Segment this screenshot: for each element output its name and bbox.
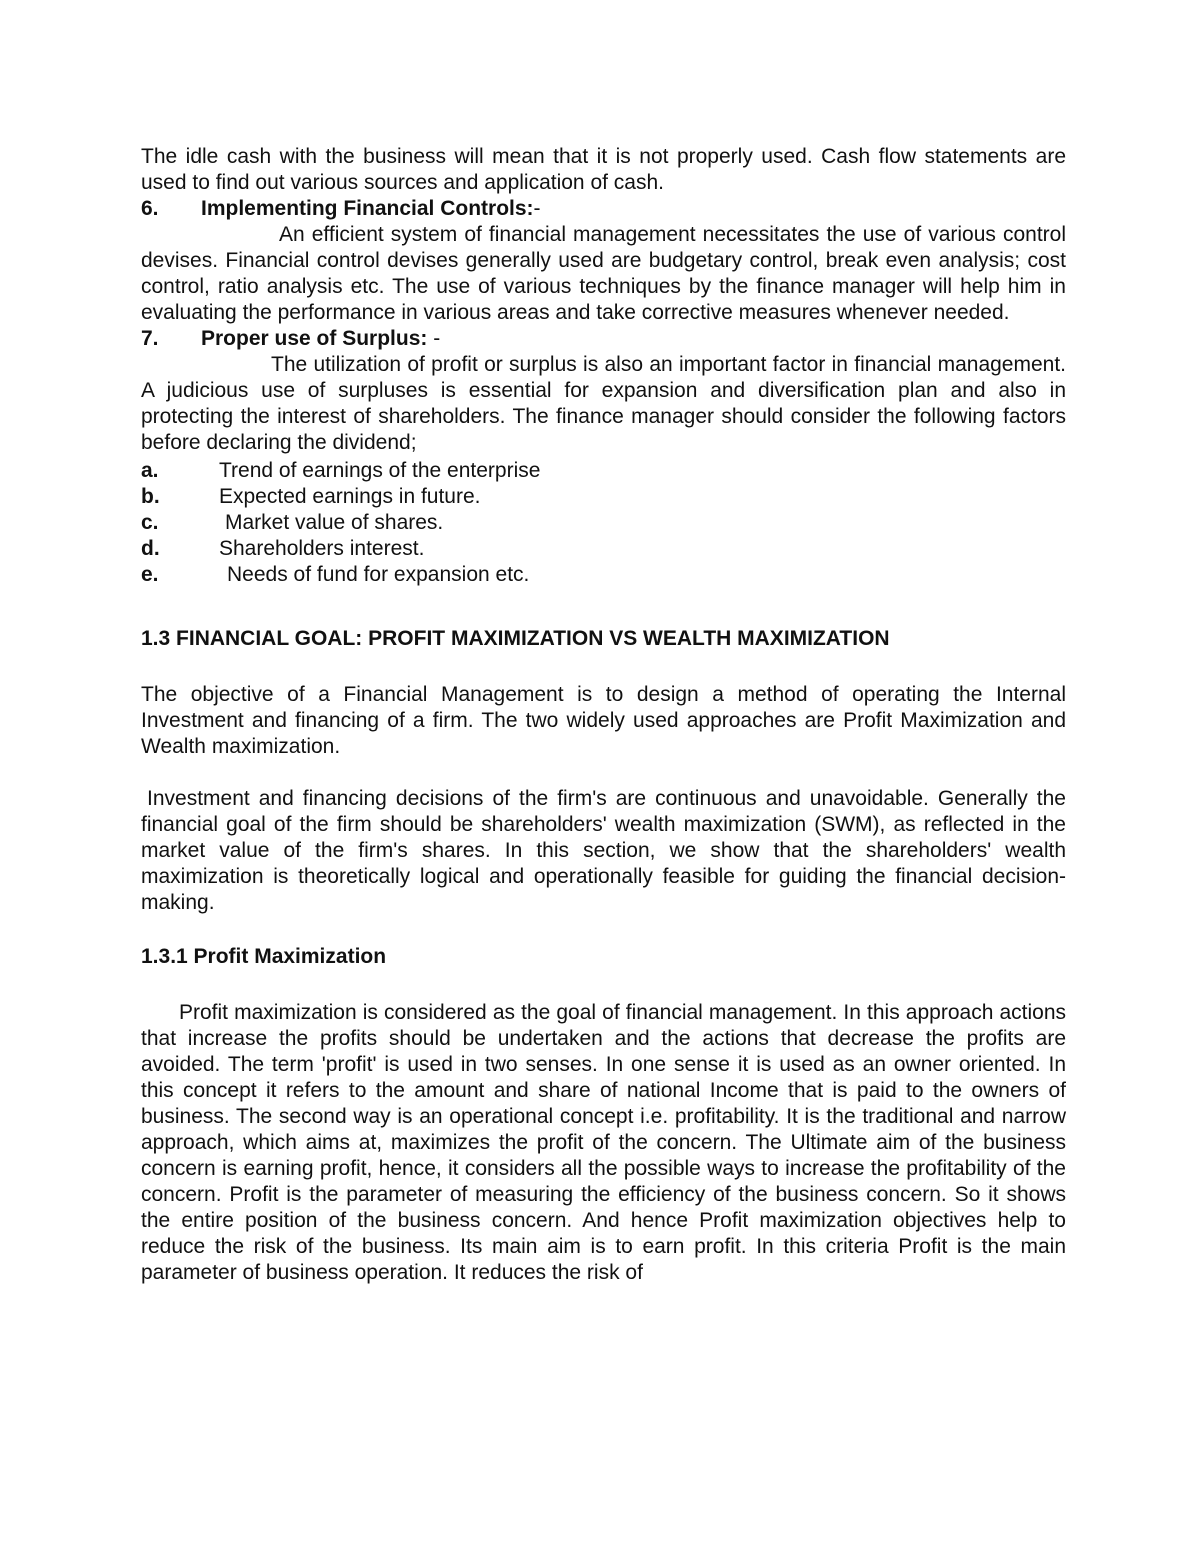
section-7-dash: -: [427, 327, 441, 350]
section-1-3-paragraph-1: The objective of a Financial Management is to design a method of operating the Internal Investment and financing of a firm. The two widely used approaches are Profit Maximization and Wealth maximization.: [141, 683, 1066, 758]
section-7-title: [201, 326, 440, 352]
list-item-text: Trend of earnings of the enterprise: [219, 459, 541, 482]
list-item-key: b.: [141, 485, 160, 508]
list-item-text: Market value of shares.: [225, 511, 444, 534]
intro-paragraph: The idle cash with the business will mean that it is not properly used. Cash flow statements are used to find out various sources and application of cash.: [141, 145, 1066, 194]
document-page: [141, 144, 1066, 1286]
list-item-key: a.: [141, 459, 159, 482]
section-1-3-1-heading: 1.3.1 Profit Maximization: [141, 945, 387, 968]
section-6-number: 6.: [141, 197, 159, 220]
list-item: [141, 536, 1066, 562]
list-item: [141, 458, 1066, 484]
section-1-3-heading: 1.3 FINANCIAL GOAL: PROFIT MAXIMIZATION VS WEALTH MAXIMIZATION: [141, 627, 890, 650]
list-item: [141, 510, 1066, 536]
list-item: [141, 484, 1066, 510]
section-7-title-text: Proper use of Surplus:: [201, 327, 428, 350]
section-6-dash: -: [533, 197, 541, 220]
section-6-heading: [141, 196, 1066, 222]
section-1-3-1-body: Profit maximization is considered as the goal of financial management. In this approach actions that increase the profits should be undertaken and the actions that decrease the profits are avoided. The term 'profit' is used in two senses. In one sense it is used as an owner oriented. In this concept it refers to the amount and share of national Income that is paid to the owners of business. The second way is an operational concept i.e. profitability. It is the traditional and narrow approach, which aims at, maximizes the profit of the concern. The Ultimate aim of the business concern is earning profit, hence, it considers all the possible ways to increase the profitability of the concern. Profit is the parameter of measuring the efficiency of the business concern. So it shows the entire position of the business concern. And hence Profit maximization objectives help to reduce the risk of the business. Its main aim is to earn profit. In this criteria Profit is the main parameter of business operation. It reduces the risk of: [141, 1001, 1066, 1284]
section-1-3-paragraph-2: Investment and financing decisions of the firm's are continuous and unavoidable. Generally the financial goal of the firm should be shareholders' wealth maximization (SWM), as reflected in the market value of the firm's shares. In this section, we show that the shareholders' wealth maximization is theoretically logical and operationally feasible for guiding the financial decision-making.: [141, 787, 1066, 914]
section-6-title-text: Implementing Financial Controls:: [201, 197, 534, 220]
list-item: [141, 562, 1066, 588]
factor-list: [141, 458, 1066, 588]
list-item-text: Shareholders interest.: [219, 537, 425, 560]
section-6-body: An efficient system of financial management necessitates the use of various control devises. Financial control devises generally used are budgetary control, break even analysis; cost control, ratio analysis etc. The use of various techniques by the finance manager will help him in evaluating the performance in various areas and take corrective measures whenever needed.: [141, 223, 1066, 324]
list-item-key: e.: [141, 563, 159, 586]
section-7-body: The utilization of profit or surplus is also an important factor in financial management. A judicious use of surpluses is essential for expansion and diversification plan and also in protecting the interest of shareholders. The finance manager should consider the following factors before declaring the dividend;: [141, 353, 1066, 454]
section-7-heading: [141, 326, 1066, 352]
section-7-number: 7.: [141, 327, 159, 350]
list-item-text: Needs of fund for expansion etc.: [227, 563, 530, 586]
section-6-title: [201, 196, 541, 222]
list-item-text: Expected earnings in future.: [219, 485, 481, 508]
list-item-key: d.: [141, 537, 160, 560]
list-item-key: c.: [141, 511, 159, 534]
